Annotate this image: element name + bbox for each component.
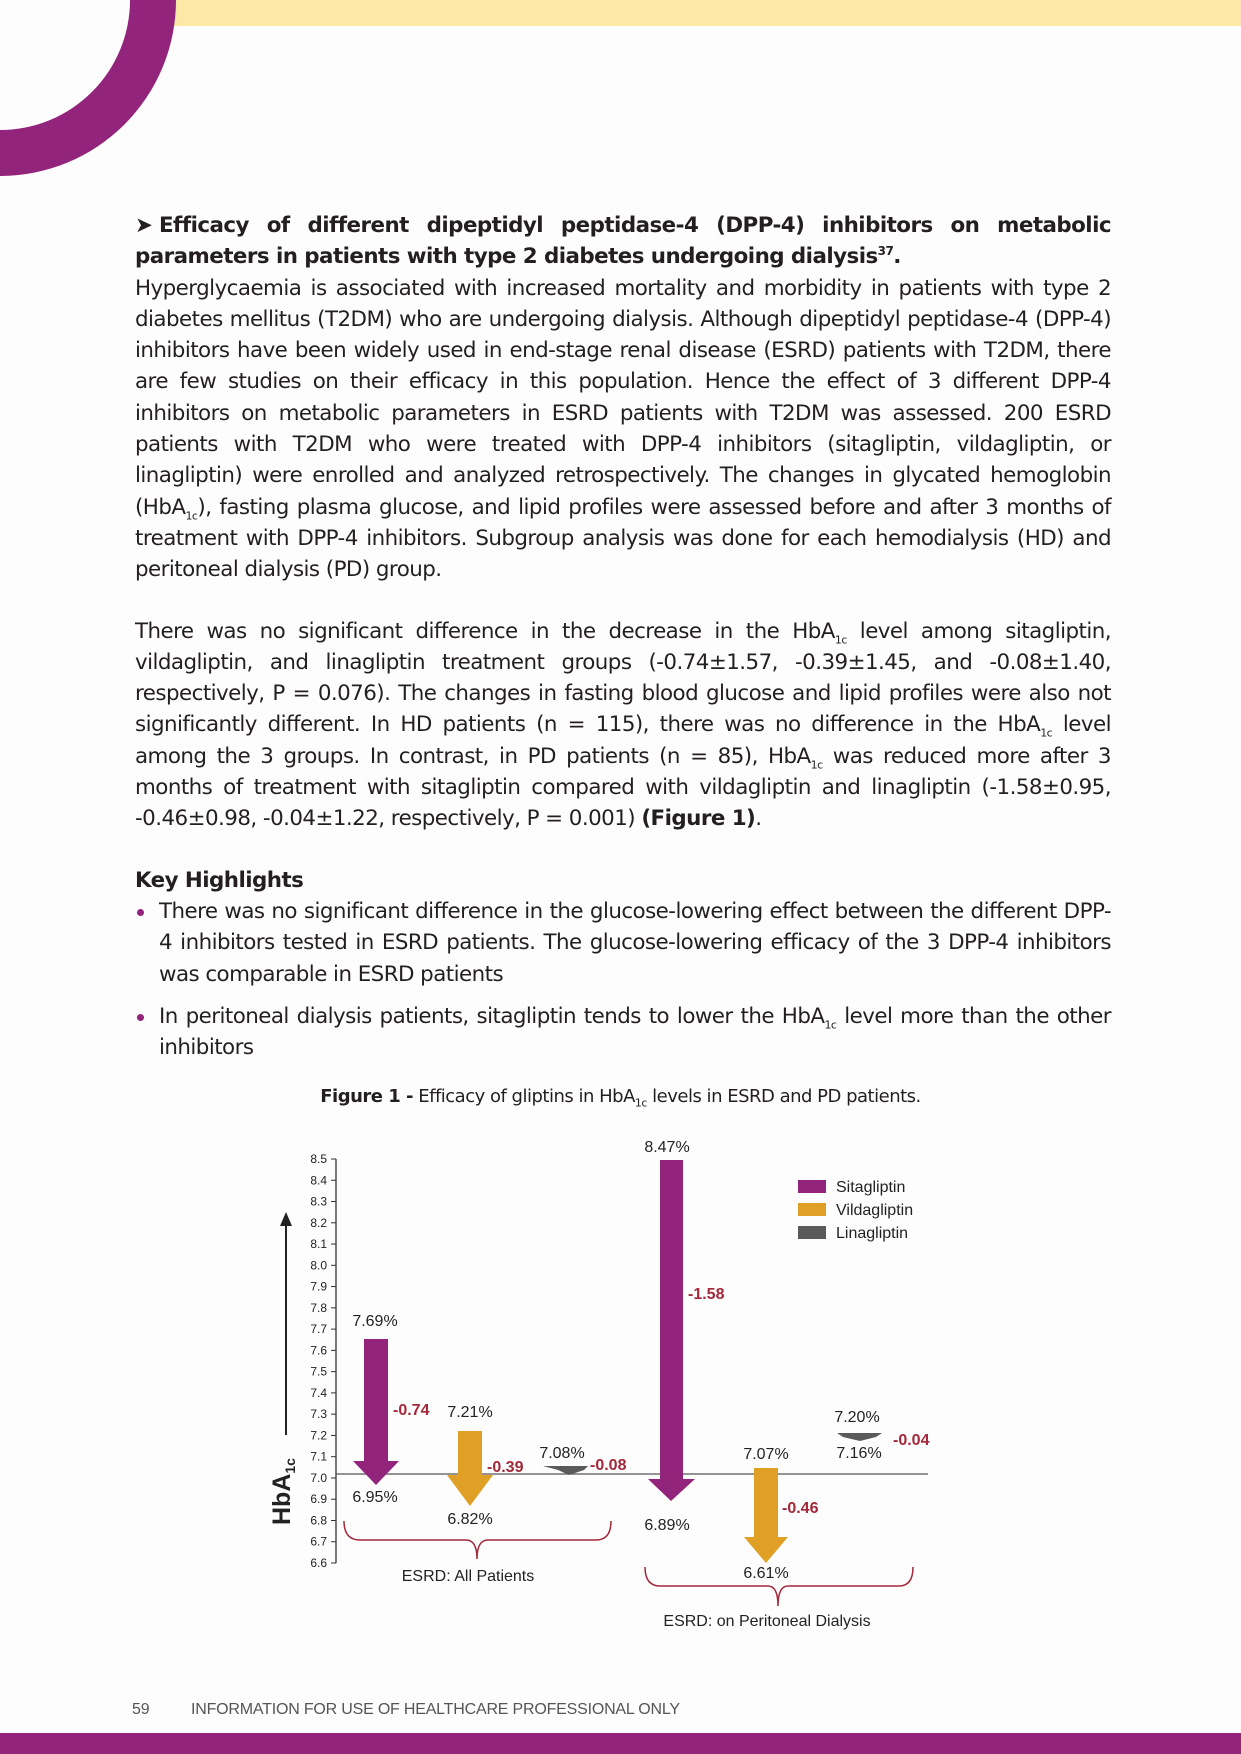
change-label: -0.39 <box>487 1459 524 1476</box>
value-label: 6.61% <box>743 1565 789 1582</box>
y-tick-label: 6.6 <box>310 1556 327 1570</box>
value-label: 7.16% <box>836 1445 882 1462</box>
legend-swatch-linagliptin <box>798 1226 826 1239</box>
y-tick-label: 7.2 <box>310 1428 327 1443</box>
up-arrow-icon <box>280 1212 292 1226</box>
top-decorative-band <box>0 0 1241 26</box>
highlight-item: In peritoneal dialysis patients, sitagliptin tends to lower the HbA$_{1c}$ level more than the other inhibitors <box>135 1001 1111 1064</box>
value-label: 7.08% <box>539 1445 585 1462</box>
y-tick-label: 8.0 <box>310 1258 327 1273</box>
y-tick-label: 8.2 <box>310 1215 327 1230</box>
y-tick-label: 6.9 <box>310 1492 327 1507</box>
value-label: 7.20% <box>834 1409 880 1426</box>
paragraph-results: There was no significant difference in the decrease in the HbA$_{1c}$ level among sitagliptin, vildagliptin, and linagliptin treatment groups (-0.74±1.57, -0.39±1.45, and -0.08±1.40, respectively, P = 0.076). The changes in fasting blood glucose and lipid profiles were also not significantly different. In HD patients (n = 115), there was no difference in the HbA$_{1c}$ level among the 3 groups. In contrast, in PD patients (n = 85), HbA$_{1c}$ was reduced more after 3 months of treatment with sitagliptin compared with vildagliptin and linagliptin (-1.58±0.95, -0.46±0.98, -0.04±1.22, respectively, P = 0.001) (Figure 1). <box>135 618 1111 832</box>
change-label: -1.58 <box>688 1286 725 1303</box>
figure-reference: (Figure 1) <box>641 806 756 832</box>
value-label: 7.69% <box>352 1313 398 1330</box>
y-tick-label: 8.3 <box>310 1194 327 1209</box>
y-axis-ticks <box>310 1152 336 1570</box>
value-label: 6.95% <box>352 1489 398 1506</box>
key-highlights-title: Key Highlights <box>135 867 304 893</box>
footer-notice: INFORMATION FOR USE OF HEALTHCARE PROFESSIONAL ONLY <box>191 1701 680 1718</box>
y-tick-label: 7.5 <box>310 1364 327 1379</box>
legend-swatch-vildagliptin <box>798 1203 826 1216</box>
y-tick-label: 8.1 <box>310 1237 327 1252</box>
y-tick-label: 6.8 <box>310 1513 327 1528</box>
y-tick-label: 7.8 <box>310 1300 327 1315</box>
y-axis-label: HbA$_{1c}$ <box>268 1458 298 1525</box>
value-label: 7.07% <box>743 1446 789 1463</box>
chevron-right-icon: ➤ <box>135 213 153 238</box>
legend-label: Linagliptin <box>836 1225 909 1242</box>
y-tick-label: 7.4 <box>310 1385 327 1400</box>
value-label: 8.47% <box>644 1139 690 1156</box>
change-label: -0.74 <box>393 1402 430 1419</box>
section-heading: ➤ Efficacy of different dipeptidyl peptidase-4 (DPP-4) inhibitors on metabolic parameters in patients with type 2 diabetes undergoing dialysis$^{37}$. <box>135 210 1111 273</box>
bullet-icon <box>137 909 144 916</box>
y-tick-label: 7.3 <box>310 1407 327 1422</box>
citation-ref: 37 <box>877 244 894 259</box>
value-label: 6.82% <box>447 1511 493 1528</box>
value-label: 6.89% <box>644 1517 690 1534</box>
y-tick-label: 7.1 <box>310 1449 327 1464</box>
category-label-esrd-all: ESRD: All Patients <box>401 1568 535 1585</box>
chart-legend <box>798 1179 913 1242</box>
y-tick-label: 8.4 <box>310 1173 327 1188</box>
legend-swatch-sitagliptin <box>798 1180 826 1193</box>
bottom-decorative-band <box>0 1733 1241 1754</box>
y-tick-label: 7.7 <box>310 1322 327 1337</box>
highlight-item: There was no significant difference in the glucose-lowering effect between the different DPP-4 inhibitors tested in ESRD patients. The glucose-lowering efficacy of the 3 DPP-4 inhibitors was comparable in ESRD patients <box>135 896 1111 990</box>
arrow-linagliptin-pd <box>837 1433 882 1441</box>
change-label: -0.04 <box>893 1432 930 1449</box>
figure-caption: Figure 1 - Efficacy of gliptins in HbA$_{1c}$ levels in ESRD and PD patients. <box>320 1086 921 1110</box>
page-footer <box>132 1701 680 1719</box>
y-tick-label: 6.7 <box>310 1534 327 1549</box>
y-tick-label: 7.0 <box>310 1470 327 1485</box>
page-number: 59 <box>132 1701 150 1718</box>
y-tick-label: 7.6 <box>310 1343 327 1358</box>
paragraph-intro: Hyperglycaemia is associated with increased mortality and morbidity in patients with type 2 diabetes mellitus (T2DM) who are undergoing dialysis. Although dipeptidyl peptidase-4 (DPP-4) inhibitors have been widely used in end-stage renal disease (ESRD) patients with T2DM, there are few studies on their efficacy in this population. Hence the effect of 3 different DPP-4 inhibitors on metabolic parameters in ESRD patients with T2DM was assessed. 200 ESRD patients with T2DM who were treated with DPP-4 inhibitors (sitagliptin, vildagliptin, or linagliptin) were enrolled and analyzed retrospectively. The changes in glycated hemoglobin (HbA$_{1c}$), fasting plasma glucose, and lipid profiles were assessed before and after 3 months of treatment with DPP-4 inhibitors. Subgroup analysis was done for each hemodialysis (HD) and peritoneal dialysis (PD) group. <box>135 275 1111 583</box>
legend-label: Vildagliptin <box>836 1202 914 1219</box>
legend-label: Sitagliptin <box>836 1179 906 1196</box>
change-label: -0.46 <box>782 1500 819 1517</box>
change-label: -0.08 <box>590 1457 627 1474</box>
key-highlights-list <box>135 896 1111 1063</box>
arrow-sitagliptin-pd <box>648 1160 695 1501</box>
y-tick-label: 7.9 <box>310 1279 327 1294</box>
category-label-pd: ESRD: on Peritoneal Dialysis <box>663 1613 871 1630</box>
value-label: 7.21% <box>447 1404 493 1421</box>
article-body <box>135 210 1111 1074</box>
bullet-icon <box>137 1014 144 1021</box>
y-tick-label: 8.5 <box>310 1152 327 1166</box>
